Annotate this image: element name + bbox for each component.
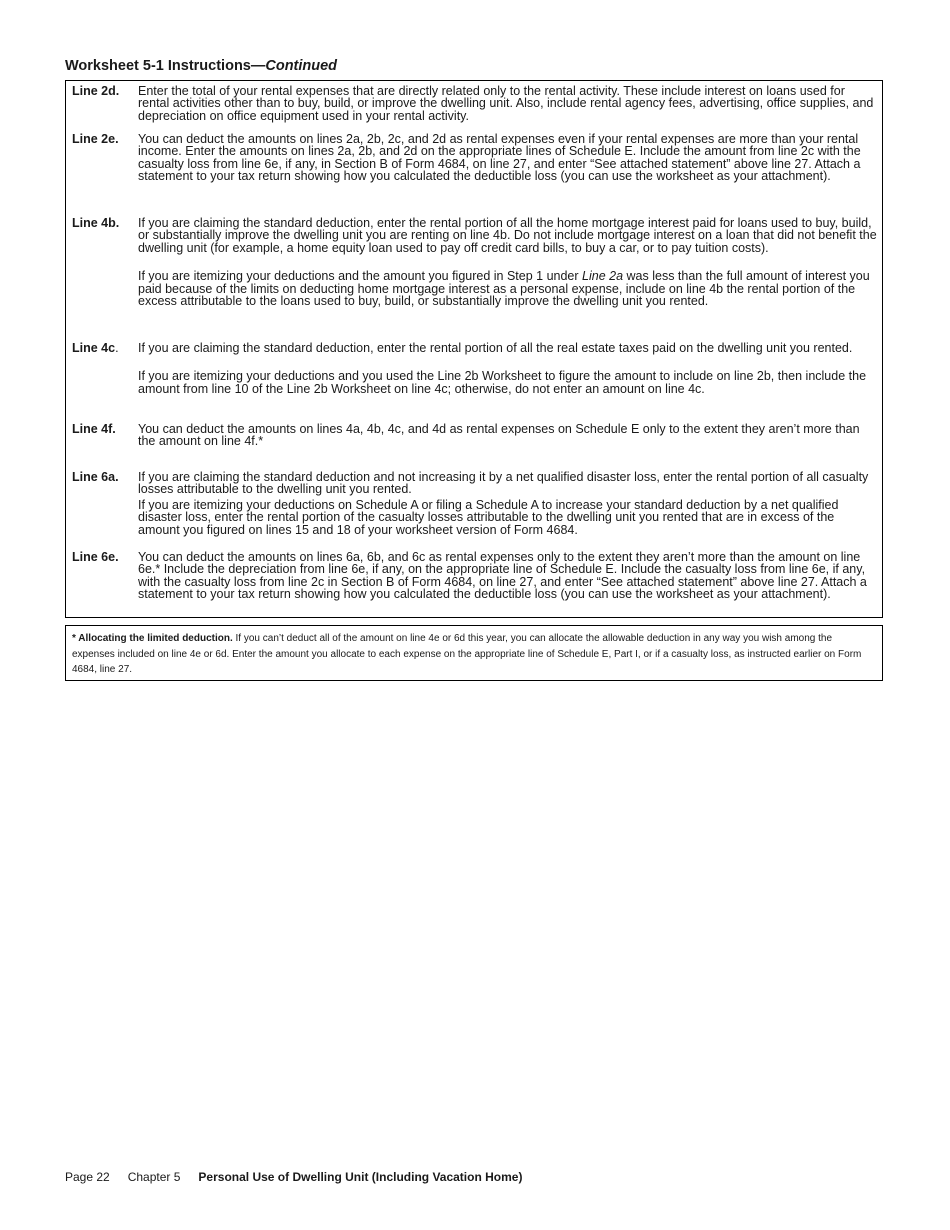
entry-paragraph: If you are claiming the standard deduction, enter the rental portion of all the home mortgage interest paid for loans used to buy, build, or substantially improve the dwelling unit you are renting on line 4b. Do not include mortgage interest on a loan that did not benefit the dwelling unit (for example, a home equity loan used to pay off credit card bills, to buy a car, or to pay tuition costs). [138,216,877,255]
entry-text [138,342,878,395]
entry-label: Line 4f. [72,422,116,436]
chapter-label: Chapter 5 [127,1170,181,1184]
entry-label: Line 6a. [72,470,119,484]
entry-text [138,217,878,307]
entry-label: Line 6e. [72,550,119,564]
entry-paragraph: If you are itemizing your deductions and you used the Line 2b Worksheet to figure the amount to include on line 2b, then include the amount from line 10 of the Line 2b Worksheet on line 4c; otherwise, do not enter an amount on line 4c. [138,369,867,396]
entry-paragraph: If you are claiming the standard deduction and not increasing it by a net qualified disaster loss, enter the rental portion of all casualty losses attributable to the dwelling unit you rented. [138,470,869,497]
title-main: Worksheet 5-1 Instructions— [65,58,266,74]
label-bold: Line 4c [72,341,116,355]
page-title [65,58,337,74]
chapter-title: Personal Use of Dwelling Unit (Including Vacation Home) [198,1170,523,1184]
label-period: . [115,341,119,355]
entry-paragraph: Enter the total of your rental expenses that are directly related only to the rental activity. These include interest on loans used for rental activities other than to buy, build, or improve the dwelling unit. Also, include rental agency fees, advertising, office supplies, and depreciation on office equipment used in your rental activity. [138,84,874,123]
entry-text [138,551,878,601]
entry-paragraph [138,270,878,307]
footnote-heading: * Allocating the limited deduction. [72,633,233,644]
entry-label: Line 2d. [72,84,120,98]
entry-text [138,423,878,448]
footnote-text: If you can’t deduct all of the amount on line 4e or 6d this year, you can allocate the allowable deduction in any way you wish among the expenses included on line 4e or 6d. Enter the amount you allocate to each expense on the appropriate line of Schedule E, Part I, or if a casualty loss, as instructed earlier on Form 4684, line 27. [72,633,862,676]
entry-label: Line 4b. [72,216,120,230]
entry-label: Line 2e. [72,132,119,146]
instructions-box [65,80,883,618]
entry-paragraph: If you are claiming the standard deduction, enter the rental portion of all the real estate taxes paid on the dwelling unit you rented. [138,341,853,355]
page-number: Page 22 [65,1170,110,1184]
entry-paragraph: You can deduct the amounts on lines 4a, 4b, 4c, and 4d as rental expenses on Schedule E only to the extent they aren’t more than the amount on line 4f.* [138,422,860,449]
para-text: If you are itemizing your deductions and the amount you figured in Step 1 under [138,269,583,284]
entry-paragraph: If you are itemizing your deductions on Schedule A or filing a Schedule A to increase your standard deduction by a net qualified disaster loss, enter the rental portion of the casualty losses attributable to the dwelling unit you rented that are in excess of the amount you figured on lines 15 and 18 of your worksheet version of Form 4684. [138,497,839,537]
para-text: was less than the full amount of interest you paid because of the limits on deducting home mortgage interest as a personal expense, include on line 4b the rental portion of the excess attributable to the loans used to buy, build, or substantially improve the dwelling unit you rented. [138,269,870,309]
entry-text [138,85,878,122]
entry-label [72,342,119,354]
entry-paragraph: You can deduct the amounts on lines 6a, 6b, and 6c as rental expenses only to the extent they aren’t more than the amount on line 6e.* Include the depreciation from line 6e, if any, on the appropriate line of Schedule E. Include the casualty loss from line 6e, if any, with the casualty loss from line 2c in Section B of Form 4684, on line 27, and enter “See attached statement” above line 27. Attach a statement to your tax return showing how you calculated the deductible loss (you can use the worksheet as your attachment). [138,550,867,602]
entry-text [138,133,878,183]
footnote-box [65,625,883,681]
para-italic: Line 2a [582,269,624,284]
title-continued: Continued [265,58,338,74]
entry-paragraph: You can deduct the amounts on lines 2a, 2b, 2c, and 2d as rental expenses even if your rental expenses are more than your rental income. Enter the amounts on lines 2a, 2b, and 2d on the appropriate lines of Schedule E. Include the amount from line 2c with the casualty loss from line 6e, if any, in Section B of Form 4684, on line 27, and enter “See attached statement” above line 27. Attach a statement to your tax return showing how you calculated the deductible loss (you can use the worksheet as your attachment). [138,132,861,184]
entry-text [138,471,878,536]
page-footer [65,1170,522,1184]
